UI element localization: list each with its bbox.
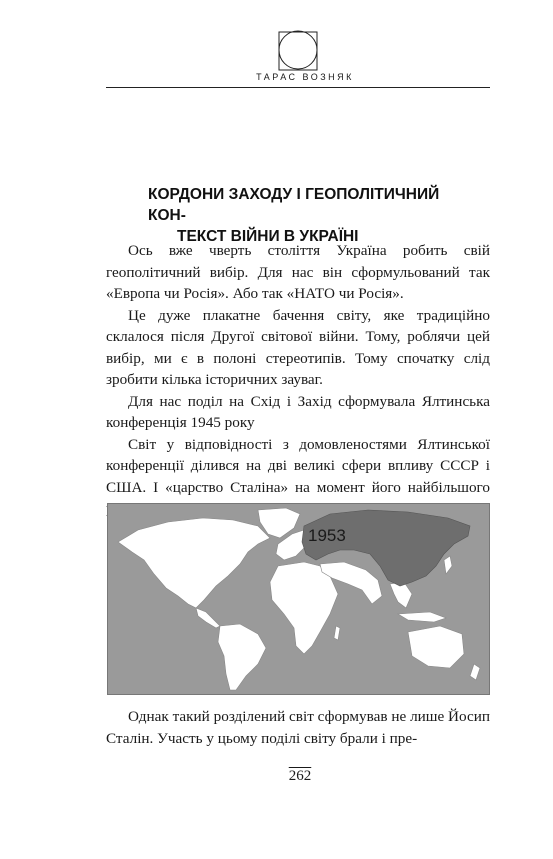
map-indonesia bbox=[398, 612, 446, 622]
running-header-author: ТАРАС ВОЗНЯК bbox=[256, 72, 354, 82]
map-madagascar bbox=[334, 626, 340, 640]
header-divider bbox=[106, 87, 490, 88]
chapter-title-line-2: ТЕКСТ ВІЙНИ В УКРАЇНІ bbox=[177, 228, 359, 245]
paragraph: Це дуже плакатне бачення світу, яке традиційно склалося після Другої світової війни. Тому, роблячи цей вибір, ми є в полоні стереотипів. Тому спочатку слід зробити кілька історичних зауваг. bbox=[106, 306, 490, 388]
map-south-america bbox=[218, 624, 266, 690]
page-number: 262 bbox=[288, 768, 312, 784]
chapter-title-line-1: КОРДОНИ ЗАХОДУ І ГЕОПОЛІТИЧНИЙ КОН- bbox=[148, 186, 440, 224]
map-japan bbox=[444, 556, 452, 574]
body-text-continued bbox=[106, 706, 490, 749]
map-new-zealand bbox=[470, 664, 480, 680]
body-text bbox=[106, 240, 490, 520]
paragraph: Однак такий розділений світ сформував не лише Йосип Сталін. Участь у цьому поділі світу брали і пре- bbox=[106, 708, 490, 747]
map-central-america bbox=[196, 608, 220, 628]
paragraph: Для нас поділ на Схід і Захід сформувала Ялтинська конференція 1945 року bbox=[106, 392, 490, 431]
paragraph: Ось вже чверть століття Україна робить свій геополітичний вибір. Для нас він сформульований так «Европа чи Росія». Або так «НАТО чи Росія». bbox=[106, 242, 490, 302]
header-emblem-icon bbox=[276, 26, 324, 74]
chapter-title bbox=[148, 184, 478, 247]
world-map-figure bbox=[107, 503, 490, 695]
paragraph: Світ у відповідності з домовленостями Ялтинської конференції ділився на дві великі сфери впливу СССР і США. І «царство Сталіна» на момент його найбільшого bbox=[106, 435, 490, 496]
map-north-america bbox=[118, 518, 270, 608]
map-year-label: 1953 bbox=[308, 526, 346, 545]
map-australia bbox=[408, 626, 464, 668]
